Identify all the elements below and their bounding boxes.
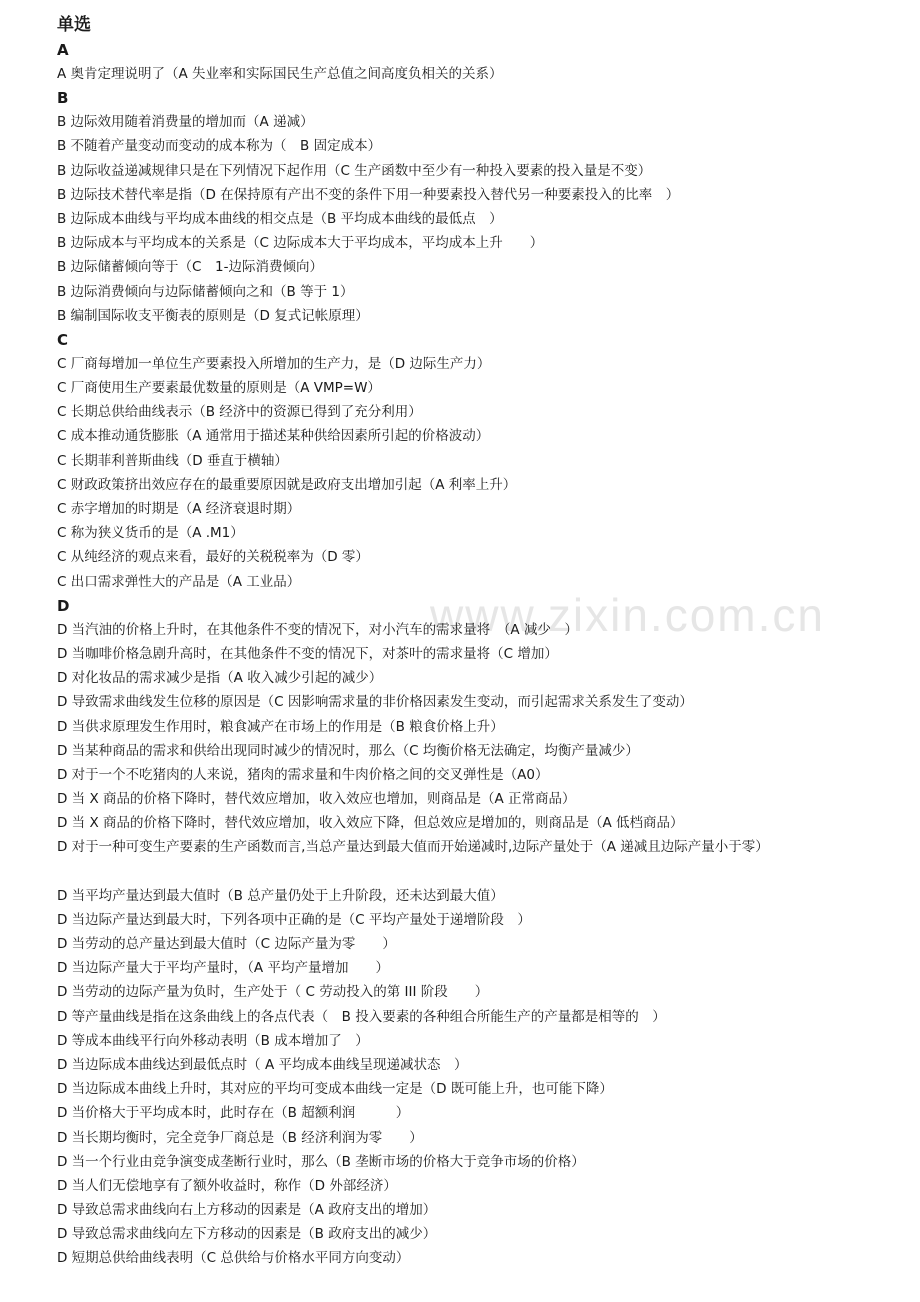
blank-line	[57, 860, 907, 884]
question-item: C 赤字增加的时期是（A 经济衰退时期）	[57, 501, 301, 517]
question-item: B 边际技术替代率是指（D 在保持原有产出不变的条件下用一种要素投入替代另一种要素投入的比率 ）	[57, 186, 680, 203]
section-letter-a: A	[57, 41, 69, 59]
question-item: D 当价格大于平均成本时，此时存在（B 超额利润 ）	[57, 1105, 410, 1122]
question-item: D 短期总供给曲线表明（C 总供给与价格水平同方向变动）	[57, 1250, 410, 1267]
question-item: D 当 X 商品的价格下降时，替代效应增加，收入效应下降，但总效应是增加的，则商品是（A 低档商品）	[57, 815, 684, 832]
watermark: www.zixin.com.cn	[430, 589, 825, 641]
question-item: D 当一个行业由竞争演变成垄断行业时，那么（B 垄断市场的价格大于竞争市场的价格）	[57, 1153, 585, 1170]
question-item: D 等产量曲线是指在这条曲线上的各点代表（ B 投入要素的各种组合所能生产的产量都是相等的 ）	[57, 1008, 666, 1025]
question-item: D 当边际产量达到最大时，下列各项中正确的是（C 平均产量处于递增阶段 ）	[57, 911, 531, 928]
question-item: C 成本推动通货膨胀（A 通常用于描述某种供给因素所引起的价格波动）	[57, 428, 490, 445]
question-list	[57, 38, 907, 1271]
question-item: B 边际消费倾向与边际储蓄倾向之和（B 等于 1）	[57, 283, 354, 300]
question-item: D 导致需求曲线发生位移的原因是（C 因影响需求量的非价格因素发生变动，而引起需求关系发生了变动）	[57, 694, 693, 711]
question-item: C 出口需求弹性大的产品是（A 工业品）	[57, 573, 301, 590]
question-item: B 边际储蓄倾向等于（C 1-边际消费倾向）	[57, 259, 323, 276]
section-letter-b: B	[57, 89, 69, 108]
question-item: B 边际成本曲线与平均成本曲线的相交点是（B 平均成本曲线的最低点 ）	[57, 210, 503, 227]
document-page	[57, 12, 907, 1271]
question-item: C 厂商每增加一单位生产要素投入所增加的生产力，是（D 边际生产力）	[57, 355, 491, 372]
question-item: D 当劳动的边际产量为负时，生产处于（ C 劳动投入的第 III 阶段 ）	[57, 984, 489, 1001]
question-item: D 当平均产量达到最大值时（B 总产量仍处于上升阶段，还未达到最大值）	[57, 887, 504, 904]
question-item: D 对于一个不吃猪肉的人来说，猪肉的需求量和牛肉价格之间的交叉弹性是（A0）	[57, 766, 549, 783]
section-letter-c: C	[57, 330, 69, 349]
question-item: C 厂商使用生产要素最优数量的原则是（A VMP=W）	[57, 380, 381, 397]
question-item: D 对化妆品的需求减少是指（A 收入减少引起的减少）	[57, 670, 383, 687]
question-item: D 当边际成本曲线达到最低点时（ A 平均成本曲线呈现递减状态 ）	[57, 1056, 468, 1073]
question-item: D 当人们无偿地享有了额外收益时，称作（D 外部经济）	[57, 1177, 397, 1194]
section-letter-d: D	[57, 596, 70, 615]
question-item: D 当咖啡价格急剧升高时，在其他条件不变的情况下，对茶叶的需求量将（C 增加）	[57, 645, 558, 662]
question-item: D 当边际产量大于平均产量时，（A 平均产量增加 ）	[57, 960, 389, 977]
question-item: A 奥肯定理说明了（A 失业率和实际国民生产总值之间高度负相关的关系）	[57, 66, 503, 82]
question-item: D 当某种商品的需求和供给出现同时减少的情况时，那么（C 均衡价格无法确定，均衡产量减少）	[57, 742, 639, 759]
question-item: B 边际收益递减规律只是在下列情况下起作用（C 生产函数中至少有一种投入要素的投入量是不变）	[57, 162, 652, 179]
question-item: B 边际效用随着消费量的增加而（A 递减）	[57, 114, 314, 131]
question-item: D 对于一种可变生产要素的生产函数而言,当总产量达到最大值而开始递减时,边际产量处于（A 递减且边际产量小于零）	[57, 839, 769, 856]
question-item: D 当供求原理发生作用时，粮食减产在市场上的作用是（B 粮食价格上升）	[57, 718, 504, 735]
question-item: D 当边际成本曲线上升时，其对应的平均可变成本曲线一定是（D 既可能上升，也可能下降）	[57, 1081, 613, 1098]
question-item: B 不随着产量变动而变动的成本称为（ B 固定成本）	[57, 138, 382, 155]
question-item: C 财政政策挤出效应存在的最重要原因就是政府支出增加引起（A 利率上升）	[57, 476, 517, 493]
question-item: C 长期总供给曲线表示（B 经济中的资源已得到了充分利用）	[57, 404, 422, 421]
question-item: D 等成本曲线平行向外移动表明（B 成本增加了 ）	[57, 1032, 369, 1049]
question-item: C 从纯经济的观点来看，最好的关税税率为（D 零）	[57, 549, 369, 566]
question-item: C 长期菲利普斯曲线（D 垂直于横轴）	[57, 452, 288, 469]
question-item: C 称为狭义货币的是（A .M1）	[57, 525, 244, 542]
question-item: D 当长期均衡时，完全竞争厂商总是（B 经济利润为零 ）	[57, 1129, 423, 1146]
question-item: B 边际成本与平均成本的关系是（C 边际成本大于平均成本，平均成本上升 ）	[57, 235, 544, 252]
question-item: D 当 X 商品的价格下降时，替代效应增加，收入效应也增加，则商品是（A 正常商品）	[57, 791, 576, 808]
page-title: 单选	[57, 15, 91, 35]
question-item: D 导致总需求曲线向左下方移动的因素是（B 政府支出的减少）	[57, 1226, 437, 1243]
question-item: D 导致总需求曲线向右上方移动的因素是（A 政府支出的增加）	[57, 1202, 437, 1219]
question-item: D 当劳动的总产量达到最大值时（C 边际产量为零 ）	[57, 936, 396, 952]
question-item: D 当汽油的价格上升时，在其他条件不变的情况下，对小汽车的需求量将 （A 减少 ）	[57, 621, 578, 638]
question-item: B 编制国际收支平衡表的原则是（D 复式记帐原理）	[57, 307, 369, 324]
